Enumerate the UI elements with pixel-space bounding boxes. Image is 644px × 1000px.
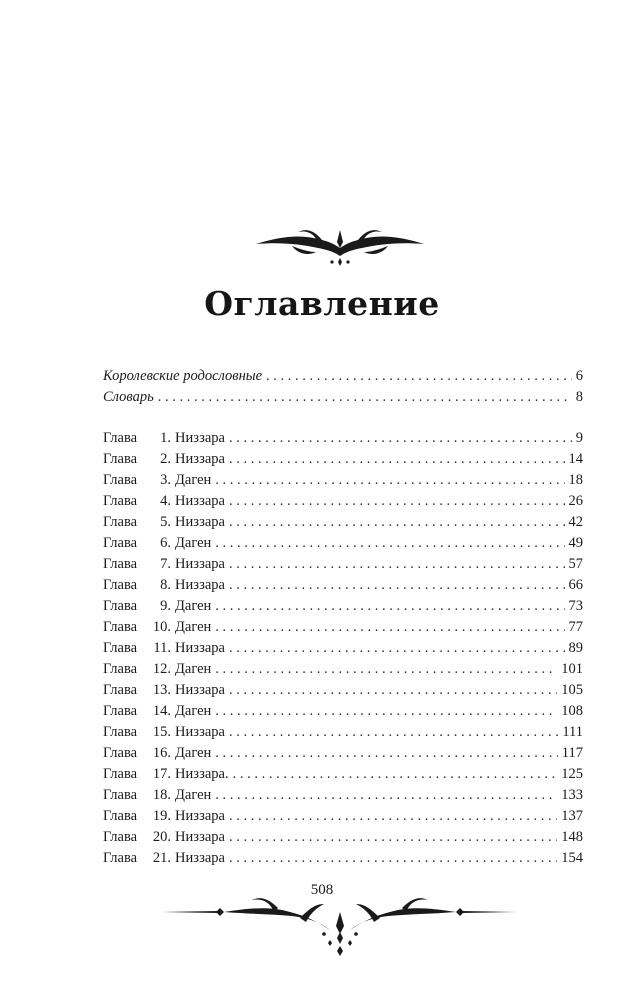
toc-entry-chapter [103, 722, 583, 743]
chapter-word: Глава [103, 451, 138, 467]
chapter-name: Даген [175, 598, 212, 614]
chapter-number: 10. [152, 619, 171, 635]
chapter-number: 1. [160, 430, 171, 446]
dot-leader [229, 638, 565, 659]
entry-label [103, 449, 225, 470]
entry-label [103, 722, 225, 743]
chapter-number: 13. [152, 682, 171, 698]
dot-leader [215, 596, 564, 617]
entry-label [103, 575, 225, 596]
toc-entry-chapter [103, 743, 583, 764]
entry-page-number: 137 [561, 808, 583, 824]
chapter-name: Даген [175, 787, 212, 803]
chapter-word: Глава [103, 598, 138, 614]
toc-entry-front [103, 366, 583, 387]
toc-entry-chapter [103, 785, 583, 806]
chapter-word: Глава [103, 640, 138, 656]
entry-page-number: 77 [568, 619, 583, 635]
entry-page-number: 133 [561, 787, 583, 803]
chapter-number: 6. [160, 535, 171, 551]
chapter-word: Глава [103, 577, 138, 593]
chapter-word: Глава [103, 682, 138, 698]
dot-leader [229, 554, 565, 575]
entry-label [103, 806, 225, 827]
chapter-name: Низзара [175, 451, 225, 467]
chapter-name: Низзара [175, 640, 225, 656]
entry-page-number: 9 [575, 430, 583, 446]
entry-label [103, 680, 225, 701]
entry-label [103, 533, 211, 554]
chapter-number: 7. [160, 556, 171, 572]
entry-label [103, 743, 211, 764]
entry-page-number: 6 [575, 368, 583, 384]
toc-entry-chapter [103, 596, 583, 617]
chapter-name: Даген [175, 535, 212, 551]
entry-page-number: 66 [568, 577, 583, 593]
chapter-number: 20. [152, 829, 171, 845]
entry-page-number: 57 [568, 556, 583, 572]
toc-entry-chapter [103, 491, 583, 512]
chapter-word: Глава [103, 535, 138, 551]
chapter-number: 15. [152, 724, 171, 740]
chapter-name: Даген [175, 745, 212, 761]
entry-page-number: 105 [561, 682, 583, 698]
entry-page-number: 148 [561, 829, 583, 845]
entry-label [103, 659, 211, 680]
chapter-word: Глава [103, 493, 138, 509]
entry-label [103, 491, 225, 512]
toc-entry-chapter [103, 449, 583, 470]
chapter-word: Глава [103, 556, 138, 572]
entry-page-number: 8 [575, 389, 583, 405]
toc-entry-front [103, 387, 583, 408]
entry-label [103, 596, 211, 617]
chapter-name: Низзара [175, 577, 225, 593]
toc-entry-chapter [103, 827, 583, 848]
entry-page-number: 154 [561, 850, 583, 866]
chapter-number: 9. [160, 598, 171, 614]
dot-leader [229, 680, 557, 701]
entry-label [103, 785, 211, 806]
toc-entry-chapter [103, 701, 583, 722]
chapter-name: Низзара [175, 430, 225, 446]
entry-label [103, 638, 225, 659]
toc-entry-chapter [103, 512, 583, 533]
entry-page-number: 117 [561, 745, 583, 761]
entry-label [103, 848, 225, 869]
entry-page-number: 111 [562, 724, 583, 740]
chapter-word: Глава [103, 619, 138, 635]
dot-leader [215, 701, 557, 722]
toc-entry-chapter [103, 806, 583, 827]
entry-label [103, 554, 225, 575]
chapter-word: Глава [103, 514, 138, 530]
chapter-name: Низзара [175, 724, 225, 740]
toc-entry-chapter [103, 680, 583, 701]
dot-leader [229, 512, 565, 533]
entry-label: Королевские родословные [103, 368, 263, 384]
chapter-name: Даген [175, 661, 212, 677]
dot-leader [215, 659, 557, 680]
dot-leader [229, 827, 557, 848]
chapter-word: Глава [103, 850, 138, 866]
entry-label [103, 428, 225, 449]
chapter-name: Низзара [175, 829, 225, 845]
entry-page-number: 18 [568, 472, 583, 488]
dot-leader [229, 575, 565, 596]
chapter-name: Низзара [175, 682, 225, 698]
chapter-name: Даген [175, 472, 212, 488]
entry-label [103, 512, 225, 533]
dot-leader [229, 449, 565, 470]
dot-leader [215, 617, 564, 638]
toc-entry-chapter [103, 470, 583, 491]
chapter-number: 2. [160, 451, 171, 467]
dot-leader [229, 722, 558, 743]
table-of-contents [103, 366, 583, 869]
entry-page-number: 73 [568, 598, 583, 614]
chapter-number: 5. [160, 514, 171, 530]
entry-page-number: 49 [568, 535, 583, 551]
entry-page-number: 101 [561, 661, 583, 677]
entry-page-number: 108 [561, 703, 583, 719]
chapter-word: Глава [103, 661, 138, 677]
toc-entry-chapter [103, 617, 583, 638]
chapter-word: Глава [103, 745, 138, 761]
chapter-number: 4. [160, 493, 171, 509]
chapter-name: Низзара [175, 493, 225, 509]
toc-entry-chapter [103, 764, 583, 785]
dot-leader [158, 387, 572, 408]
chapter-number: 17. [152, 766, 171, 782]
entry-page-number: 26 [568, 493, 583, 509]
toc-entry-chapter [103, 554, 583, 575]
chapter-name: Низзара [175, 808, 225, 824]
dot-leader [215, 785, 557, 806]
entry-label [103, 764, 229, 785]
chapter-name: Низзара [175, 850, 225, 866]
chapter-number: 14. [152, 703, 171, 719]
dot-leader [229, 806, 557, 827]
dot-leader [229, 848, 557, 869]
chapter-word: Глава [103, 724, 138, 740]
dot-leader [229, 428, 572, 449]
dot-leader [215, 470, 564, 491]
chapter-name: Низзара [175, 556, 225, 572]
chapter-number: 21. [152, 850, 171, 866]
toc-entry-chapter [103, 428, 583, 449]
dot-leader [229, 491, 565, 512]
dot-leader [215, 533, 564, 554]
entry-label: Словарь [103, 389, 154, 405]
chapter-word: Глава [103, 829, 138, 845]
chapter-word: Глава [103, 472, 138, 488]
entry-page-number: 125 [561, 766, 583, 782]
chapter-word: Глава [103, 787, 138, 803]
page-number: 508 [310, 882, 334, 898]
entry-page-number: 14 [568, 451, 583, 467]
chapter-number: 19. [152, 808, 171, 824]
chapter-number: 8. [160, 577, 171, 593]
dot-leader [233, 764, 558, 785]
chapter-name: Низзара. [175, 766, 229, 782]
entry-label [103, 617, 211, 638]
chapter-name: Даген [175, 703, 212, 719]
toc-spacer [103, 408, 583, 428]
toc-entry-chapter [103, 575, 583, 596]
chapter-name: Даген [175, 619, 212, 635]
toc-entry-chapter [103, 848, 583, 869]
entry-label [103, 470, 211, 491]
chapter-number: 16. [152, 745, 171, 761]
chapter-word: Глава [103, 430, 138, 446]
toc-entry-chapter [103, 638, 583, 659]
chapter-number: 3. [160, 472, 171, 488]
chapter-number: 12. [152, 661, 171, 677]
chapter-word: Глава [103, 703, 138, 719]
chapter-word: Глава [103, 766, 138, 782]
entry-label [103, 701, 211, 722]
dot-leader [266, 366, 572, 387]
flourish-ornament-top-icon [252, 222, 428, 268]
toc-entry-chapter [103, 659, 583, 680]
page-title: Оглавление [204, 284, 440, 323]
entry-page-number: 89 [568, 640, 583, 656]
chapter-name: Низзара [175, 514, 225, 530]
chapter-number: 11. [153, 640, 171, 656]
entry-label [103, 827, 225, 848]
toc-entry-chapter [103, 533, 583, 554]
dot-leader [215, 743, 558, 764]
chapter-number: 18. [152, 787, 171, 803]
chapter-word: Глава [103, 808, 138, 824]
entry-page-number: 42 [568, 514, 583, 530]
